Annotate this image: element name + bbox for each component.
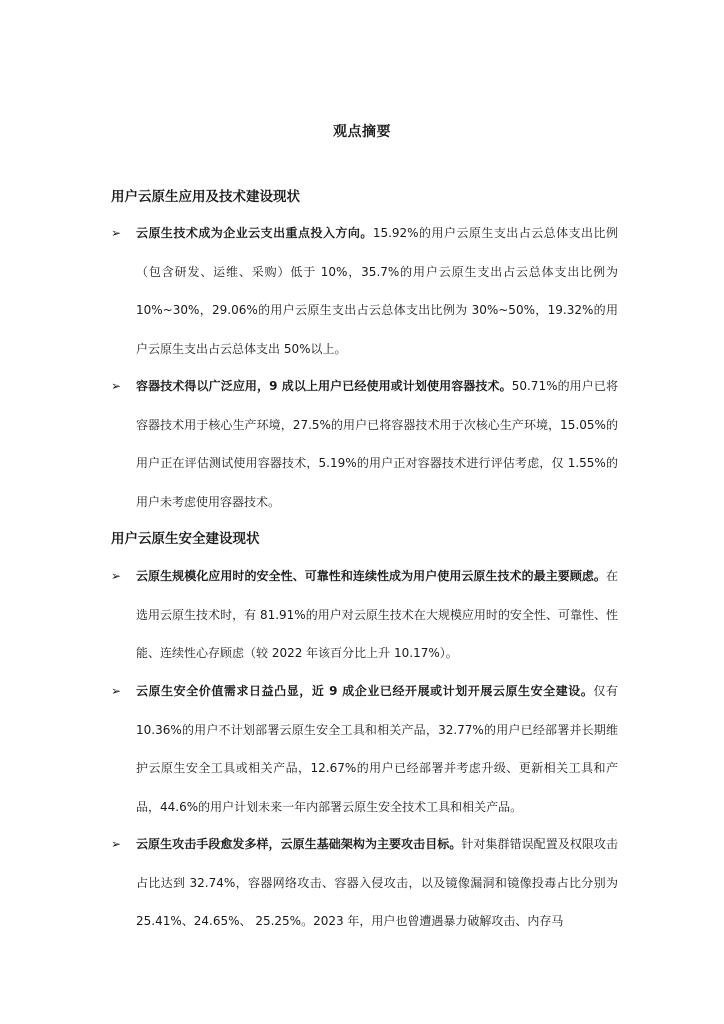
arrow-bullet-icon: ➢ <box>111 684 122 698</box>
arrow-bullet-icon: ➢ <box>111 569 122 583</box>
bullet-lead: 云原生规模化应用时的安全性、可靠性和连续性成为用户使用云原生技术的最主要顾虑。 <box>136 569 606 583</box>
bullet-paragraph <box>136 557 618 673</box>
arrow-bullet-icon: ➢ <box>111 379 122 393</box>
bullet-lead: 云原生攻击手段愈发多样，云原生基础架构为主要攻击目标。 <box>136 837 462 851</box>
bullet-paragraph <box>136 367 618 521</box>
page-title: 观点摘要 <box>333 124 391 140</box>
list-item <box>111 681 621 826</box>
list-item <box>111 834 621 941</box>
section-heading-app-tech: 用户云原生应用及技术建设现状 <box>111 189 300 205</box>
bullet-body: 15.92%的用户云原生支出占云总体支出比例（包含研发、运维、采购）低于 10%，35.7%的用户云原生支出占云总体支出比例为 10%~30%，29.06%的用户云原生支出占云总体支出比例为 30%~50%，19.32%的用户云原生支出占云总体支出 50%以上。 <box>136 226 618 356</box>
arrow-bullet-icon: ➢ <box>111 837 122 851</box>
bullet-lead: 云原生安全价值需求日益凸显，近 9 成企业已经开展或计划开展云原生安全建设。 <box>136 684 594 698</box>
section-heading-security: 用户云原生安全建设现状 <box>111 531 260 547</box>
bullet-body: 50.71%的用户已将容器技术用于核心生产环境，27.5%的用户已将容器技术用于次核心生产环境，15.05%的用户正在评估测试使用容器技术，5.19%的用户正对容器技术进行评估考虑，仅 1.55%的用户未考虑使用容器技术。 <box>136 379 618 509</box>
bullet-body: 在选用云原生技术时，有 81.91%的用户对云原生技术在大规模应用时的安全性、可靠性、性能、连续性心存顾虑（较 2022 年该百分比上升 10.17%）。 <box>136 569 618 660</box>
bullet-lead: 容器技术得以广泛应用，9 成以上用户已经使用或计划使用容器技术。 <box>136 379 512 393</box>
list-item <box>111 223 621 368</box>
list-item <box>111 376 621 521</box>
arrow-bullet-icon: ➢ <box>111 226 122 240</box>
bullet-body: 仅有 10.36%的用户不计划部署云原生安全工具和相关产品，32.77%的用户已经部署并长期维护云原生安全工具或相关产品，12.67%的用户已经部署并考虑升级、更新相关工具和产品，44.6%的用户计划未来一年内部署云原生安全技术工具和相关产品。 <box>136 684 618 814</box>
bullet-paragraph <box>136 825 618 941</box>
bullet-paragraph <box>136 214 618 368</box>
bullet-body: 针对集群错误配置及权限攻击占比达到 32.74%，容器网络攻击、容器入侵攻击，以及镜像漏洞和镜像投毒占比分别为 25.41%、24.65%、 25.25%。2023 年，用户也曾遭遇暴力破解攻击、内存马 <box>136 837 618 928</box>
bullet-lead: 云原生技术成为企业云支出重点投入方向。 <box>136 226 373 240</box>
list-item <box>111 566 621 673</box>
bullet-paragraph <box>136 672 618 826</box>
